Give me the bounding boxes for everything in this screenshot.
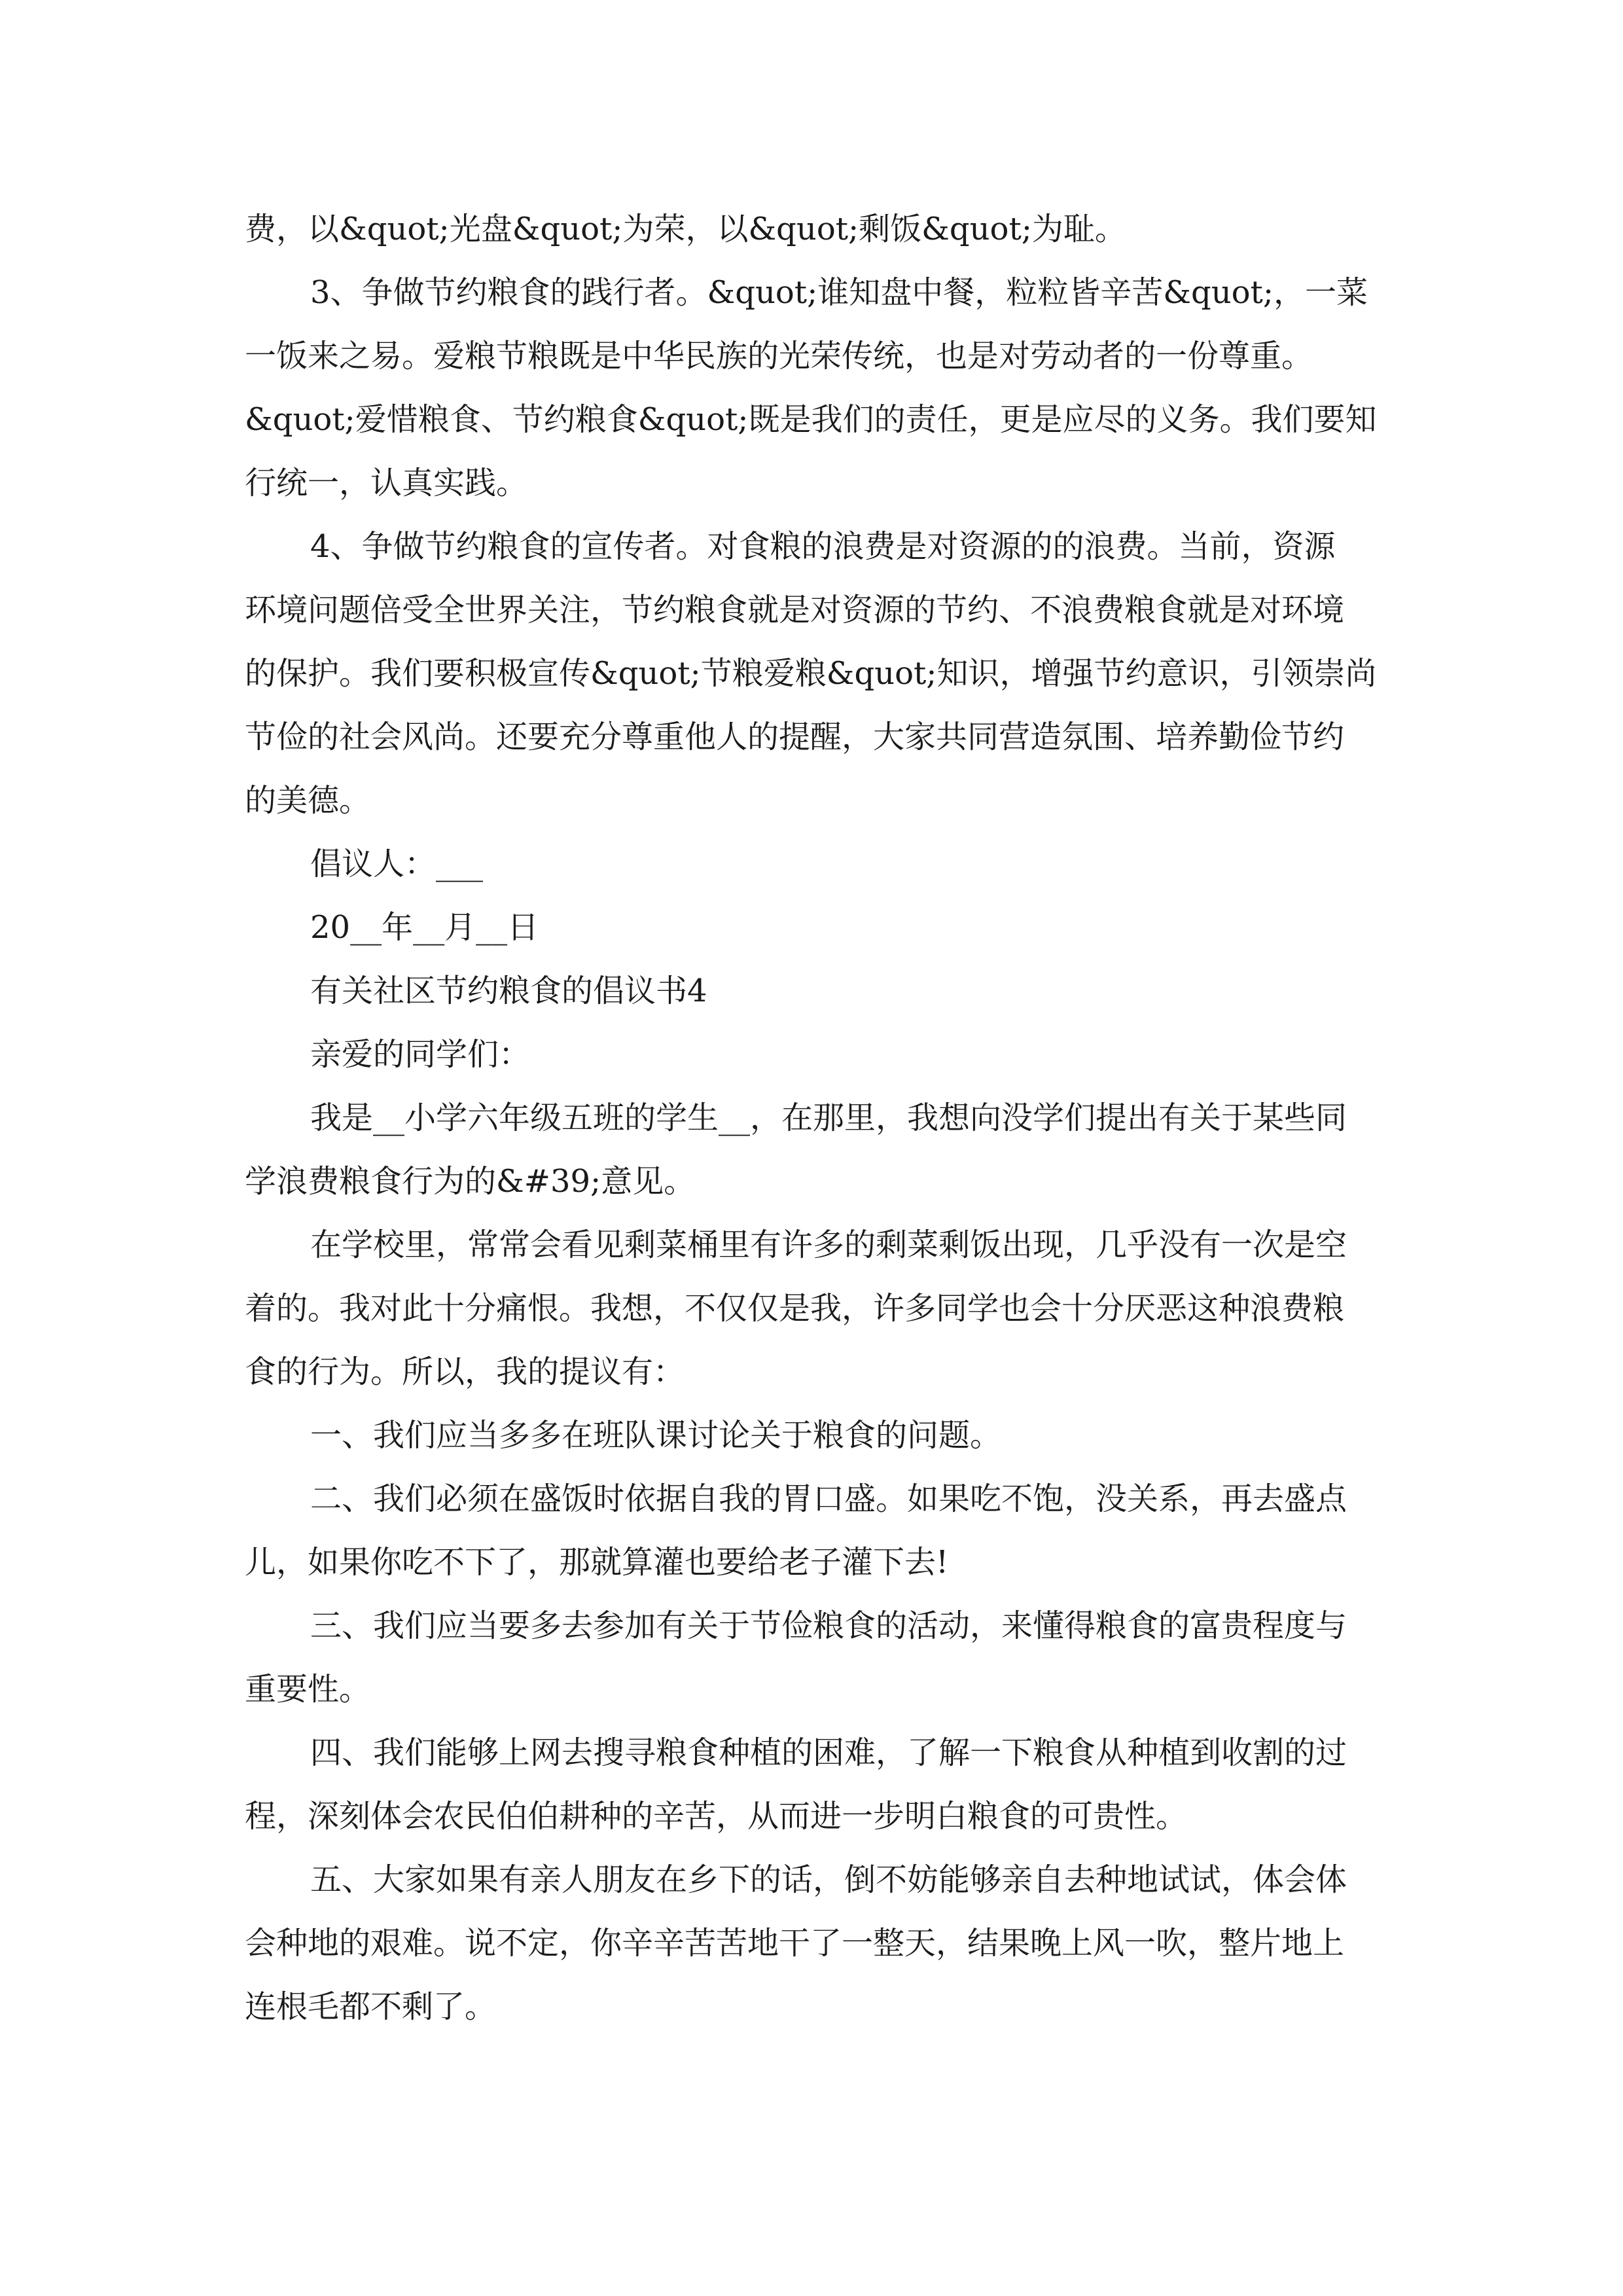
text-line: 4、争做节约粮食的宣传者。对食粮的浪费是对资源的的浪费。当前，资源	[310, 528, 1336, 565]
text-line: 倡议人：___	[310, 846, 484, 882]
text-line: 环境问题倍受全世界关注，节约粮食就是对资源的节约、不浪费粮食就是对环境	[245, 592, 1345, 628]
text-line: 亲爱的同学们：	[310, 1036, 531, 1073]
text-line: 有关社区节约粮食的倡议书4	[310, 973, 707, 1009]
text-line: 食的行为。所以，我的提议有：	[245, 1354, 685, 1390]
text-line: 行统一，认真实践。	[245, 465, 528, 501]
text-line: 重要性。	[245, 1671, 371, 1708]
text-line: 儿，如果你吃不下了，那就算灌也要给老子灌下去!	[245, 1544, 949, 1581]
text-line: 着的。我对此十分痛恨。我想，不仅仅是我，许多同学也会十分厌恶这种浪费粮	[245, 1290, 1345, 1327]
text-line: 我是__小学六年级五班的学生__，在那里，我想向没学们提出有关于某些同	[310, 1100, 1347, 1136]
text-line: 会种地的艰难。说不定，你辛辛苦苦地干了一整天，结果晚上风一吹，整片地上	[245, 1925, 1345, 1962]
text-line: 学浪费粮食行为的&#39;意见。	[245, 1163, 696, 1200]
text-line: 三、我们应当要多去参加有关于节俭粮食的活动，来懂得粮食的富贵程度与	[310, 1607, 1347, 1644]
text-line: 四、我们能够上网去搜寻粮食种植的困难，了解一下粮食从种植到收割的过	[310, 1734, 1347, 1771]
text-line: &quot;爱惜粮食、节约粮食&quot;既是我们的责任，更是应尽的义务。我们要知	[245, 401, 1377, 438]
text-line: 3、争做节约粮食的践行者。&quot;谁知盘中餐，粒粒皆辛苦&quot;，一菜	[310, 274, 1368, 311]
document-body	[245, 198, 1383, 2039]
text-line: 在学校里，常常会看见剩菜桶里有许多的剩菜剩饭出现，几乎没有一次是空	[310, 1227, 1347, 1263]
text-line: 程，深刻体会农民伯伯耕种的辛苦，从而进一步明白粮食的可贵性。	[245, 1798, 1188, 1835]
text-line: 二、我们必须在盛饭时依据自我的胃口盛。如果吃不饱，没关系，再去盛点	[310, 1480, 1347, 1517]
text-line: 连根毛都不剩了。	[245, 1988, 497, 2025]
text-line: 的美德。	[245, 782, 371, 819]
text-line: 一、我们应当多多在班队课讨论关于粮食的问题。	[310, 1417, 1002, 1454]
text-line: 一饭来之易。爱粮节粮既是中华民族的光荣传统，也是对劳动者的一份尊重。	[245, 338, 1313, 374]
text-line: 的保护。我们要积极宣传&quot;节粮爱粮&quot;知识，增强节约意识，引领崇尚	[245, 655, 1377, 692]
text-line: 五、大家如果有亲人朋友在乡下的话，倒不妨能够亲自去种地试试，体会体	[310, 1861, 1347, 1898]
text-line: 节俭的社会风尚。还要充分尊重他人的提醒，大家共同营造氛围、培养勤俭节约	[245, 719, 1345, 755]
text-line: 费，以&quot;光盘&quot;为荣，以&quot;剩饭&quot;为耻。	[245, 211, 1126, 247]
text-line: 20__年__月__日	[310, 909, 539, 946]
